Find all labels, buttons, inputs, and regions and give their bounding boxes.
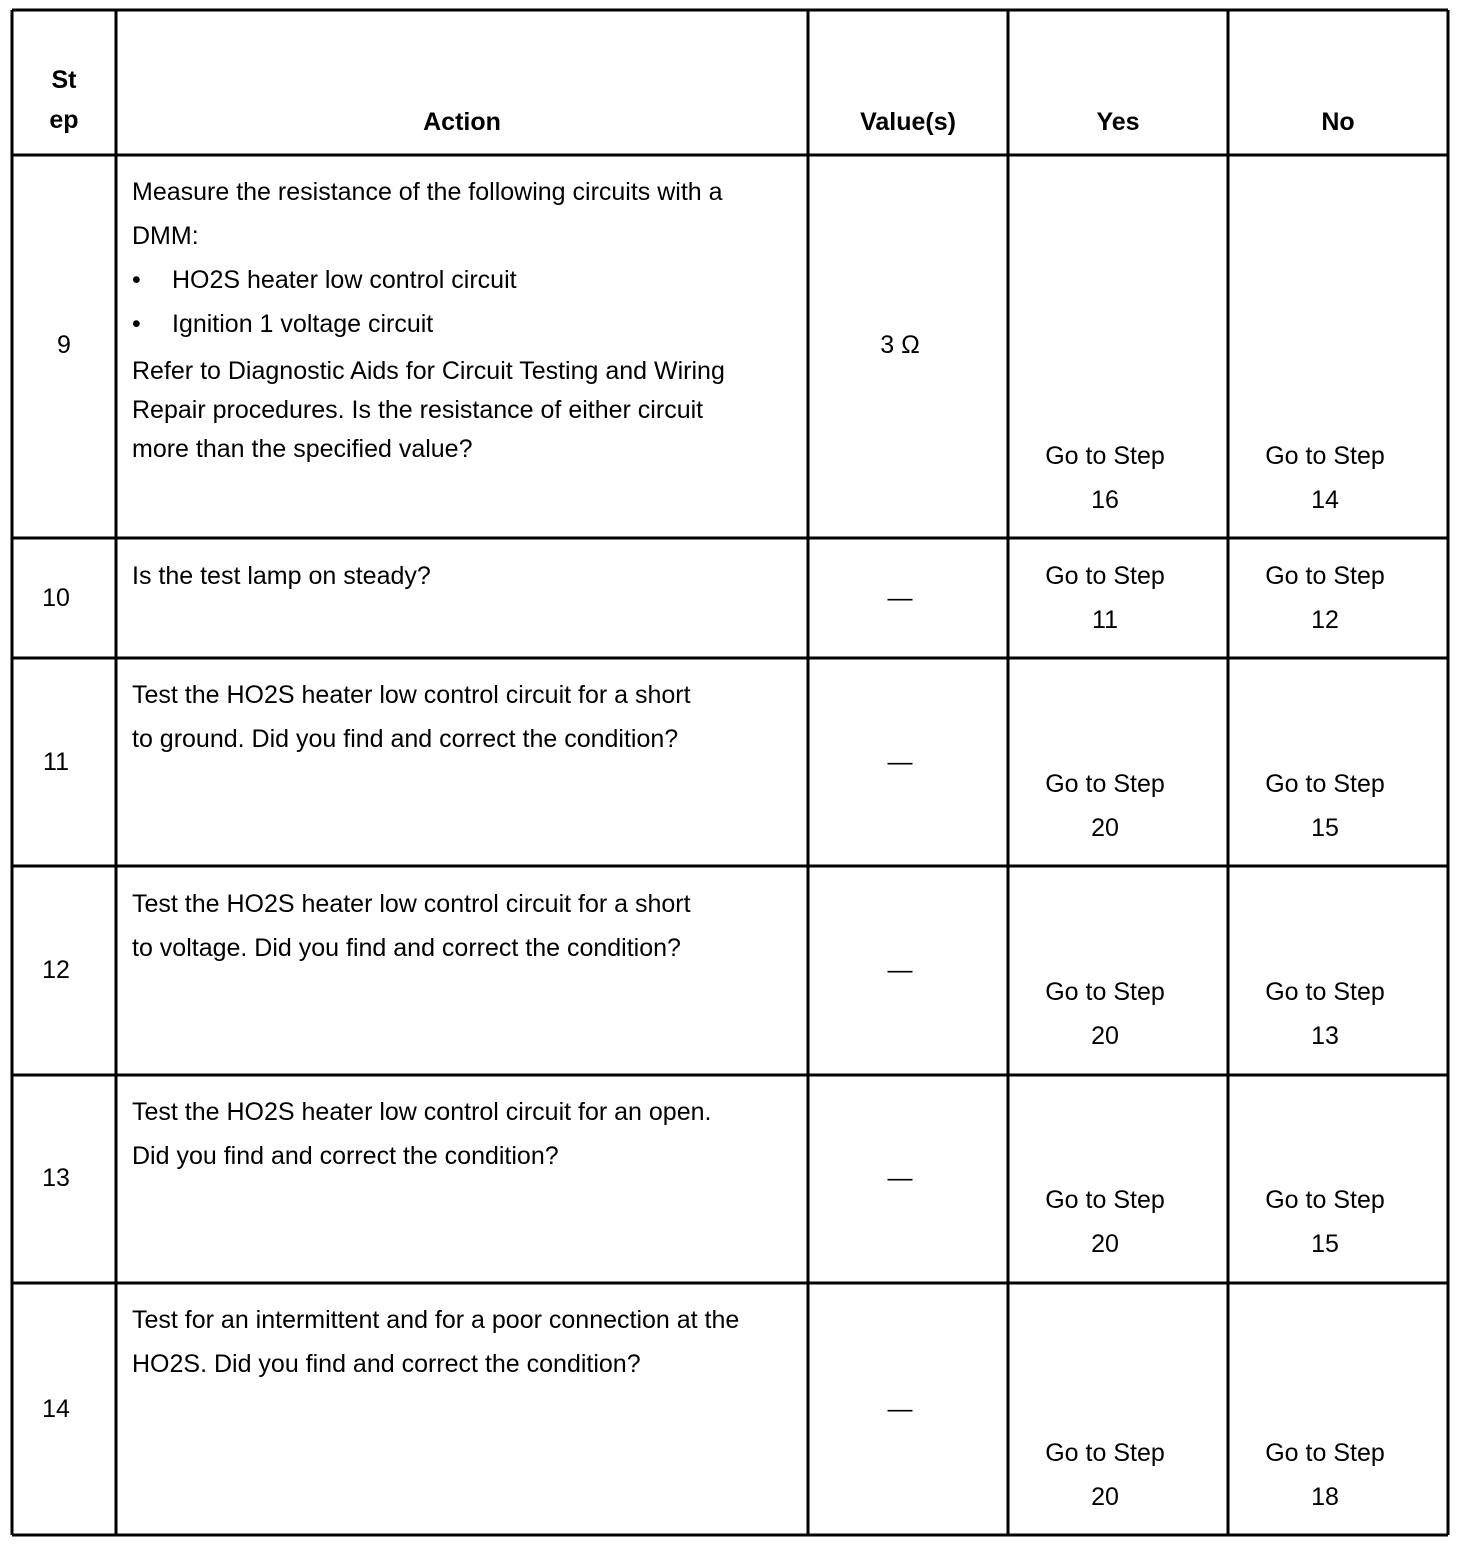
no-goto: Go to Step 18 <box>1265 1439 1385 1511</box>
header-yes: Yes <box>1096 108 1140 136</box>
header-values: Value(s) <box>860 108 956 136</box>
action-text: Test for an intermittent and for a poor connection at the HO2S. Did you find and correct the condition? <box>132 1306 740 1378</box>
bullet-icon: • <box>132 310 141 338</box>
value-cell: — <box>887 748 913 776</box>
no-goto: Go to Step 14 <box>1265 442 1385 514</box>
yes-goto: Go to Step 20 <box>1045 1439 1165 1511</box>
action-text: Is the test lamp on steady? <box>132 562 431 590</box>
value-cell: — <box>887 1164 913 1192</box>
value-cell: 3 Ω <box>880 331 920 359</box>
header-no: No <box>1321 108 1355 136</box>
action-text: Test the HO2S heater low control circuit for a short to ground. Did you find and correct the condition? <box>132 681 691 753</box>
bullet-item: • HO2S heater low control circuit <box>132 258 762 302</box>
header-step: St ep <box>49 66 79 134</box>
yes-goto: Go to Step 16 <box>1045 442 1165 514</box>
action-intro: Measure the resistance of the following circuits with a DMM: <box>132 178 723 250</box>
action-text <box>132 170 762 469</box>
value-cell: — <box>887 1395 913 1423</box>
header-action: Action <box>423 108 501 136</box>
action-text: Test the HO2S heater low control circuit for an open. Did you find and correct the condition? <box>132 1098 712 1170</box>
step-number: 14 <box>42 1395 70 1423</box>
yes-goto: Go to Step 20 <box>1045 1186 1165 1258</box>
yes-goto: Go to Step 20 <box>1045 978 1165 1050</box>
step-number: 12 <box>42 956 70 984</box>
step-number: 13 <box>42 1164 70 1192</box>
bullet-item: • Ignition 1 voltage circuit <box>132 302 762 346</box>
bullet-icon: • <box>132 266 141 294</box>
value-cell: — <box>887 584 913 612</box>
action-note: Refer to Diagnostic Aids for Circuit Testing and Wiring Repair procedures. Is the resistance of either circuit more than the specified value? <box>132 357 725 463</box>
yes-goto: Go to Step 20 <box>1045 770 1165 842</box>
value-cell: — <box>887 956 913 984</box>
no-goto: Go to Step 15 <box>1265 770 1385 842</box>
step-number: 10 <box>42 584 70 612</box>
no-goto: Go to Step 12 <box>1265 562 1385 634</box>
no-goto: Go to Step 15 <box>1265 1186 1385 1258</box>
no-goto: Go to Step 13 <box>1265 978 1385 1050</box>
yes-goto: Go to Step 11 <box>1045 562 1165 634</box>
action-text: Test the HO2S heater low control circuit for a short to voltage. Did you find and correct the condition? <box>132 890 691 962</box>
step-number: 9 <box>57 331 71 359</box>
step-number: 11 <box>43 748 69 776</box>
